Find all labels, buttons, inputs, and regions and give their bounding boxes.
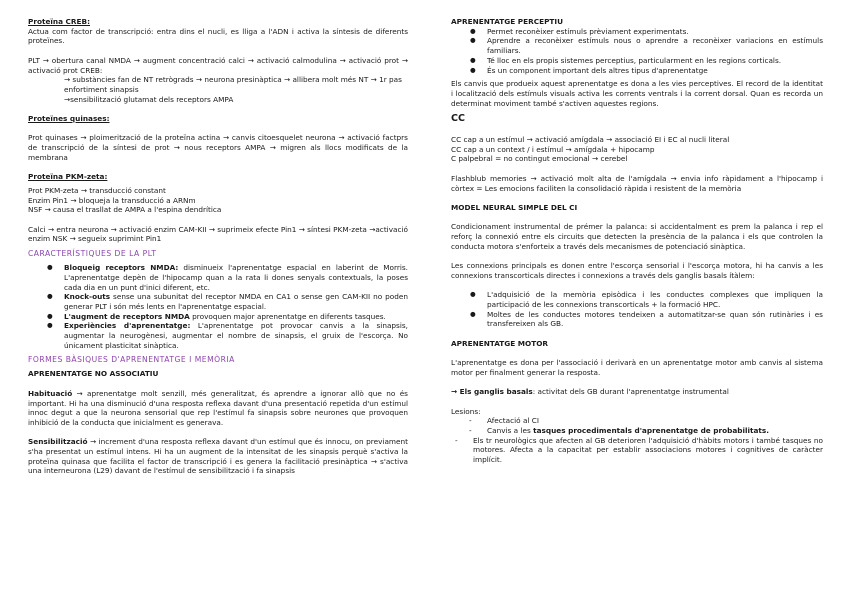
lesions-list	[451, 416, 823, 435]
list-item: ● L'adquisició de la memòria episòdica i les conductes complexes que impliquen la participació de les connexions transcorticals + la formació HPC.	[487, 290, 823, 309]
calci-chain: Calci → entra neurona → activació enzim CAM-KII → suprimeix efecte Pin1 → síntesi PKM-zeta →activació enzim NSK → segueix suprimint Pin1	[28, 224, 408, 244]
pkm-line-2: Enzim Pin1 → bloqueja la transducció a ARNm	[28, 195, 196, 205]
list-item: ● Té lloc en els propis sistemes perceptius, particularment en les regions corticals.	[487, 56, 823, 66]
habituation-paragraph: Habituació → aprenentatge molt senzill, més generalitzat, és aprendre a ignorar allò que no és important. Hi ha una disminució d'una resposta reflexa davant d'una presentació repetida d'un estímul innoc degut a que la neurona sensorial que rep l'estímul fa sinapsis sobre neurones que provoquen inhibició de la conducta que inicialment es generava.	[28, 388, 408, 427]
forms-heading: FORMES BÀSIQUES D'APRENENTATGE I MEMÒRIA	[28, 355, 235, 365]
list-item: ● Experiències d'aprenentatge: L'aprenentatge pot provocar canvis a la sinapsis, augmentar la neurogènesi, augmentar el nombre de sinapsis, el gruix de l'escorça. No únicament plasticitat sinàptica.	[64, 321, 408, 350]
neurological-disorders-list	[451, 436, 823, 465]
pkm-heading: Proteïna PKM-zeta:	[28, 172, 108, 182]
pkm-line-1: Prot PKM-zeta → transducció constant	[28, 185, 166, 195]
plt-characteristics-heading: CARACTERÍSTIQUES DE LA PLT	[28, 249, 157, 259]
list-item: - Canvis a les tasques procedimentals d'aprenentatge de probabilitats.	[487, 426, 823, 436]
pkm-line-3: NSF → causa el trasllat de AMPA a l'espina dendrítica	[28, 205, 222, 215]
creb-description: Actua com factor de transcripció: entra dins el nucli, es lliga a l'ADN i activa la síntesis de diferents proteïnes.	[28, 26, 408, 46]
creb-heading: Proteïna CREB:	[28, 17, 90, 26]
neural-model-paragraph-1: Condicionament instrumental de prémer la palanca: si accidentalment es prem la palanca i rep el reforç la connexió entre els circuits que detecten la presència de la palanca i els que controlen la conducta motora s'enforteix a través dels mecanismes de potenciació sinàptica.	[451, 222, 823, 251]
list-item: ● Knock-outs sense una subunitat del receptor NMDA en CA1 o sense gen CAM-KII no poden generar PLT i són més lents en l'aprenentatge espacial.	[64, 292, 408, 311]
non-associative-heading: APRENENTATGE NO ASSOCIATIU	[28, 369, 159, 379]
cc-line-1: CC cap a un estímul → activació amígdala → associació EI i EC al nucli literal	[451, 135, 730, 145]
neural-model-paragraph-2: Les connexions principals es donen entre l'escorça sensorial i l'escorça motora, hi ha canvis a les connexions transcorticals directes i connexions a través dels ganglis basals ítàlem:	[451, 261, 823, 280]
motor-heading: APRENENTATGE MOTOR	[451, 338, 549, 348]
perceptual-heading: APRENENTATGE PERCEPTIU	[451, 17, 564, 26]
neural-model-bullet-list	[451, 290, 823, 329]
list-item: ● L'augment de receptors NMDA provoquen major aprenentatge en diferents tasques.	[64, 312, 408, 322]
perceptual-paragraph: Els canvis que produeix aquest aprenentatge es dona a les vies perceptives. El record de la identitat i localització dels estímuls visuals activa les corrents ventrals i la corrent dorsal. Quan es recorda un determinat moviment també s'activen aquestes regions.	[451, 79, 823, 108]
creb-sub-2: →sensibilització glutamat dels receptors AMPA	[64, 94, 234, 104]
perceptual-bullet-list	[451, 27, 823, 76]
motor-paragraph: L'aprenentatge es dona per l'associació i derivarà en un aprenentatge motor amb canvis al sistema motor per finalment generar la resposta.	[451, 358, 823, 377]
cc-line-3: C palpebral = no contingut emocional → cerebel	[451, 154, 628, 164]
creb-plt-chain: PLT → obertura canal NMDA → augment concentració calci → activació calmodulina → activació prot → activació prot CREB:	[28, 55, 408, 75]
right-column	[451, 17, 823, 465]
sensitization-paragraph: Sensibilització → increment d'una resposta reflexa davant d'un estímul que és innocu, on previament s'ha presentat un estímul intens. Hi ha un augment de la intensitat de les sinapsis perquè s'activa la proteïna quinasa que facilita el factor de transcripció i es genera la facilitació presinàptica → s'activa una interneurona (L29) davant de l'estímul de sensibilització i fa sinapsis	[28, 437, 408, 476]
creb-sub-1: → substàncies fan de NT retrògrads → neurona presinàptica → allibera molt més NT → 1r pas enfortiment sinapsis	[64, 75, 402, 94]
kinases-heading: Proteïnes quinases:	[28, 114, 110, 123]
basal-ganglia-line: → Els ganglis basals: activitat dels GB durant l'aprenentatge instrumental	[451, 387, 729, 397]
flashbulb-paragraph: Flashblub memories → activació molt alta de l'amígdala → envia info ràpidament a l'hipocamp i còrtex = Les emocions faciliten la consolidació ràpida i resistent de la memòria	[451, 173, 823, 193]
cc-heading: CC	[451, 113, 465, 125]
list-item: ● Permet reconèixer estímuls prèviament experimentats.	[487, 27, 823, 37]
plt-bullet-list	[28, 263, 408, 350]
list-item: - Afectació al CI	[487, 416, 823, 426]
list-item: ● Moltes de les conductes motores tendeixen a automatitzar-se quan són rutinàries i es transfereixen als GB.	[487, 310, 823, 329]
lesions-label: Lesions:	[451, 406, 481, 416]
kinases-text: Prot quinases → ploimerització de la proteïna actina → canvis citoesquelet neurona → activació factprs de transcripció de la síntesi de prot → nous receptors AMPA → migren als llocs modificats de la membrana	[28, 133, 408, 162]
list-item: ● Aprendre a reconèixer estímuls nous o aprendre a reconèixer variacions en estímuls familiars.	[487, 36, 823, 55]
list-item: ● Bloqueig receptors NMDA: disminueix l'aprenentatge espacial en laberint de Morris. L'aprenentatge depèn de l'hipocamp quan a la rata li dones senyals contextuals, la poses cada dia en un punt d'inici diferent, etc.	[64, 263, 408, 292]
left-column	[28, 17, 408, 476]
list-item: - Els tr neurològics que afecten al GB deterioren l'adquisició d'hàbits motors i també tasques no motores. Afecta a la capacitat per establir associacions motores i cognitives de caràcter implícit.	[473, 436, 823, 465]
cc-line-2: CC cap a un context / i estímul → amígdala + hipocamp	[451, 144, 655, 154]
neural-model-heading: MODEL NEURAL SIMPLE DEL CI	[451, 202, 578, 212]
list-item: ● És un component important dels altres tipus d'aprenentatge	[487, 66, 823, 76]
